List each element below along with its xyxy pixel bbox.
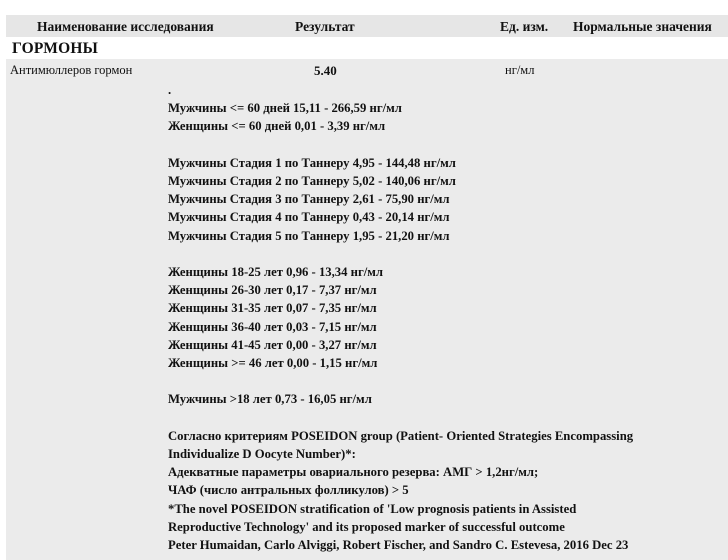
- reference-line: Женщины >= 46 лет 0,00 - 1,15 нг/мл: [168, 356, 378, 370]
- reference-line: Женщины 18-25 лет 0,96 - 13,34 нг/мл: [168, 265, 384, 279]
- reference-line: Individualize D Oocyte Number)*:: [168, 447, 356, 461]
- reference-line: Женщины <= 60 дней 0,01 - 3,39 нг/мл: [168, 119, 386, 134]
- reference-line: Мужчины Стадия 2 по Таннеру 5,02 - 140,06 нг/мл: [168, 174, 456, 188]
- reference-line: Мужчины Стадия 1 по Таннеру 4,95 - 144,48 нг/мл: [168, 155, 456, 170]
- reference-line: Reproductive Technology' and its proposed marker of successful outcome: [168, 519, 565, 534]
- reference-line: Женщины 26-30 лет 0,17 - 7,37 нг/мл: [168, 283, 377, 298]
- table-row: [6, 59, 728, 560]
- reference-line: Женщины 41-45 лет 0,00 - 3,27 нг/мл: [168, 337, 377, 352]
- header-result: Результат: [295, 19, 355, 34]
- reference-line: Мужчины Стадия 4 по Таннеру 0,43 - 20,14 нг/мл: [168, 210, 450, 225]
- reference-line: Женщины 31-35 лет 0,07 - 7,35 нг/мл: [168, 301, 377, 316]
- reference-line: .: [168, 83, 172, 97]
- reference-line: *The novel POSEIDON stratification of 'Low prognosis patients in Assisted: [168, 501, 577, 516]
- reference-line: Согласно критериям POSEIDON group (Patient- Oriented Strategies Encompassing: [168, 428, 634, 443]
- reference-line: Мужчины Стадия 3 по Таннеру 2,61 - 75,90 нг/мл: [168, 192, 450, 207]
- reference-line: Peter Humaidan, Carlo Alviggi, Robert Fischer, and Sandro C. Estevesa, 2016 Dec 23: [168, 538, 629, 552]
- header-test-name: Наименование исследования: [37, 19, 214, 34]
- header-unit: Ед. изм.: [500, 19, 549, 34]
- test-unit: нг/мл: [505, 63, 535, 77]
- reference-line: Мужчины <= 60 дней 15,11 - 266,59 нг/мл: [168, 101, 402, 116]
- reference-line: Женщины 36-40 лет 0,03 - 7,15 нг/мл: [168, 319, 377, 334]
- test-result: 5.40: [314, 63, 337, 78]
- reference-line: ЧАФ (число антральных фолликулов) > 5: [168, 483, 409, 498]
- reference-line: Мужчины Стадия 5 по Таннеру 1,95 - 21,20 нг/мл: [168, 228, 450, 243]
- reference-line: Мужчины >18 лет 0,73 - 16,05 нг/мл: [168, 392, 372, 407]
- reference-line: Адекватные параметры овариального резерва: АМГ > 1,2нг/мл;: [168, 465, 539, 480]
- table-header: [6, 15, 728, 37]
- header-normal-values: Нормальные значения: [573, 19, 712, 34]
- test-name: Антимюллеров гормон: [10, 63, 133, 77]
- section-title: ГОРМОНЫ: [12, 40, 99, 57]
